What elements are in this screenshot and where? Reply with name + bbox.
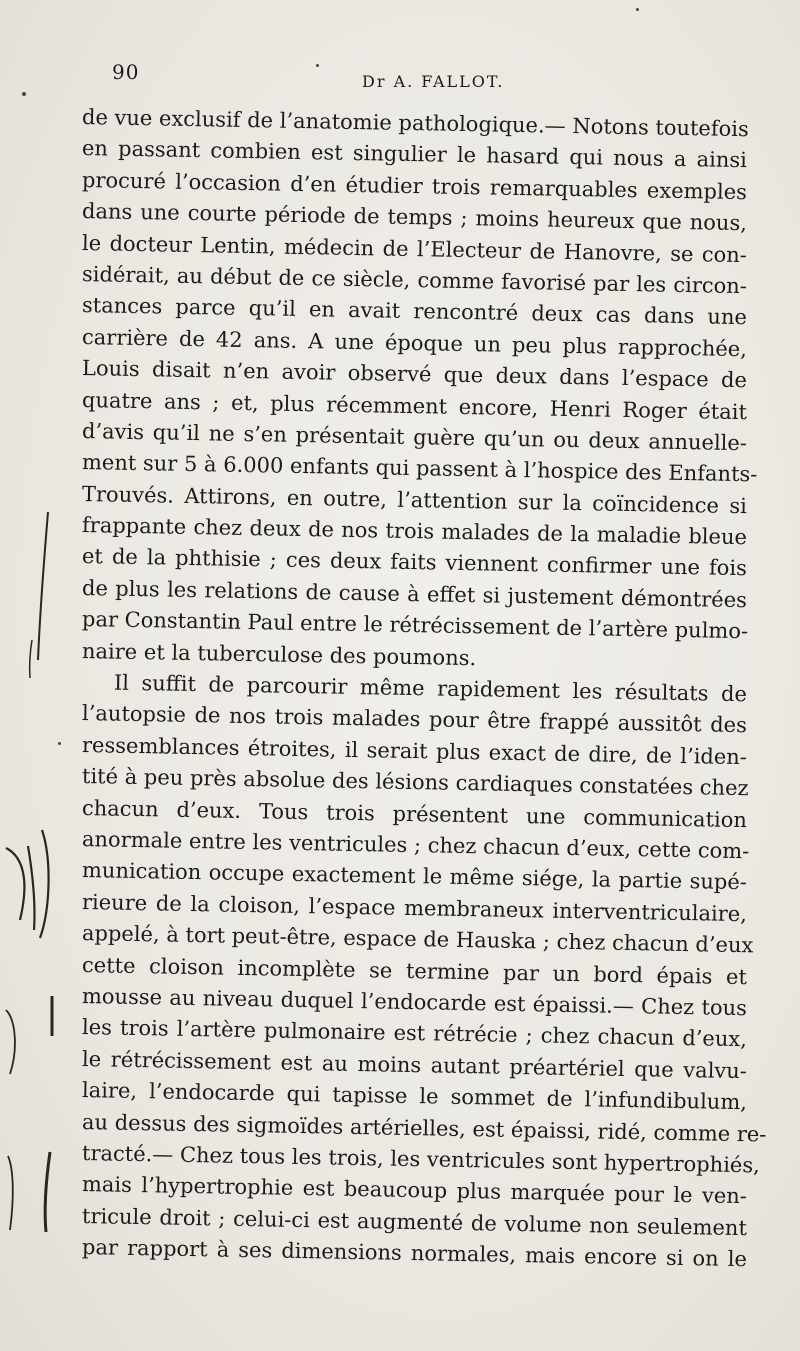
margin-mark-curve-3 <box>8 1156 13 1230</box>
running-head: Dr A. FALLOT. <box>362 72 505 91</box>
text-line: munication occupe exactement le même siége, la partie supé- <box>81 858 748 895</box>
text-line: le rétrécissement est au moins autant préartériel que valvu- <box>81 1046 748 1083</box>
text-line: Trouvés. Attirons, en outre, l’attention sur la coïncidence si <box>81 481 748 518</box>
text-line: tricule droit ; celui-ci est augmenté de volume non seulement <box>81 1203 748 1240</box>
margin-pencil-marks <box>0 0 70 1351</box>
text-line: d’avis qu’il ne s’en présentait guère qu’un ou deux annuelle- <box>81 418 748 456</box>
text-line: chacun d’eux. Tous trois présentent une communication <box>81 795 748 832</box>
text-line: et de la phthisie ; ces deux faits viennent confirmer une fois <box>81 544 748 581</box>
paragraph-end-line: naire et la tuberculose des poumons. <box>81 638 477 670</box>
text-line: les trois l’artère pulmonaire est rétrécie ; chez chacun d’eux, <box>81 1015 748 1052</box>
text-line: dans une courte période de temps ; moins heureux que nous, <box>81 199 748 236</box>
text-line: procuré l’occasion d’en étudier trois remarquables exemples <box>81 167 748 204</box>
text-line: par rapport à ses dimensions normales, mais encore si on le <box>81 1235 748 1272</box>
text-line: tité à peu près absolue des lésions cardiaques constatées chez <box>81 764 749 801</box>
text-line: de plus les relations de cause à effet si justement démontrées <box>81 575 748 613</box>
text-line: laire, l’endocarde qui tapisse le sommet de l’infundibulum, <box>81 1078 748 1115</box>
text-line: au dessus des sigmoïdes artérielles, est épaissi, ridé, comme re- <box>81 1109 767 1147</box>
ink-speck <box>22 92 26 96</box>
margin-mark-bracket-1b <box>30 640 32 678</box>
ink-speck <box>58 742 61 745</box>
ink-speck <box>636 8 639 11</box>
paragraph-start-line: Il suffit de parcourir même rapidement les résultats de <box>113 670 748 707</box>
text-line: cette cloison incomplète se termine par un bord épais et <box>81 952 748 989</box>
text-line: de vue exclusif de l’anatomie pathologique.— Notons toutefois <box>81 105 749 142</box>
margin-mark-line-3 <box>45 1152 50 1232</box>
text-line: anormale entre les ventricules ; chez chacun d’eux, cette com- <box>81 826 750 864</box>
text-line: Louis disait n’en avoir observé que deux dans l’espace de <box>81 356 748 393</box>
text-line: stances parce qu’il en avait rencontré deux cas dans une <box>81 293 748 330</box>
margin-mark-numeral <box>6 830 49 938</box>
text-line: frappante chez deux de nos trois malades de la maladie bleue <box>81 513 748 550</box>
text-line: quatre ans ; et, plus récemment encore, Henri Roger était <box>81 387 748 424</box>
text-line: carrière de 42 ans. A une époque un peu plus rapprochée, <box>81 324 748 361</box>
text-line: appelé, à tort peut-être, espace de Hauska ; chez chacun d’eux <box>81 921 754 958</box>
body-text <box>81 102 767 1272</box>
margin-mark-curve-2 <box>6 1010 15 1074</box>
ink-speck <box>316 64 319 67</box>
text-line: ressemblances étroites, il serait plus exact de dire, de l’iden- <box>81 732 748 769</box>
page-header <box>112 58 752 91</box>
text-line: en passant combien est singulier le hasard qui nous a ainsi <box>81 136 748 173</box>
margin-mark-bracket-1 <box>38 512 48 660</box>
text-line: tracté.— Chez tous les trois, les ventricules sont hypertrophiés, <box>81 1140 761 1178</box>
text-line: l’autopsie de nos trois malades pour être frappé aussitôt des <box>81 701 748 738</box>
text-line: sidérait, au début de ce siècle, comme favorisé par les circon- <box>81 261 748 299</box>
text-line: mais l’hypertrophie est beaucoup plus marquée pour le ven- <box>81 1172 748 1209</box>
page-number: 90 <box>112 60 140 84</box>
text-line: par Constantin Paul entre le rétrécissement de l’artère pulmo- <box>81 607 749 644</box>
text-line: rieure de la cloison, l’espace membraneux interventriculaire, <box>81 889 748 926</box>
text-line: le docteur Lentin, médecin de l’Electeur de Hanovre, se con- <box>81 230 748 267</box>
text-line: ment sur 5 à 6.000 enfants qui passent à l’hospice des Enfants- <box>81 450 758 487</box>
text-line: mousse au niveau duquel l’endocarde est épaissi.— Chez tous <box>81 983 748 1021</box>
